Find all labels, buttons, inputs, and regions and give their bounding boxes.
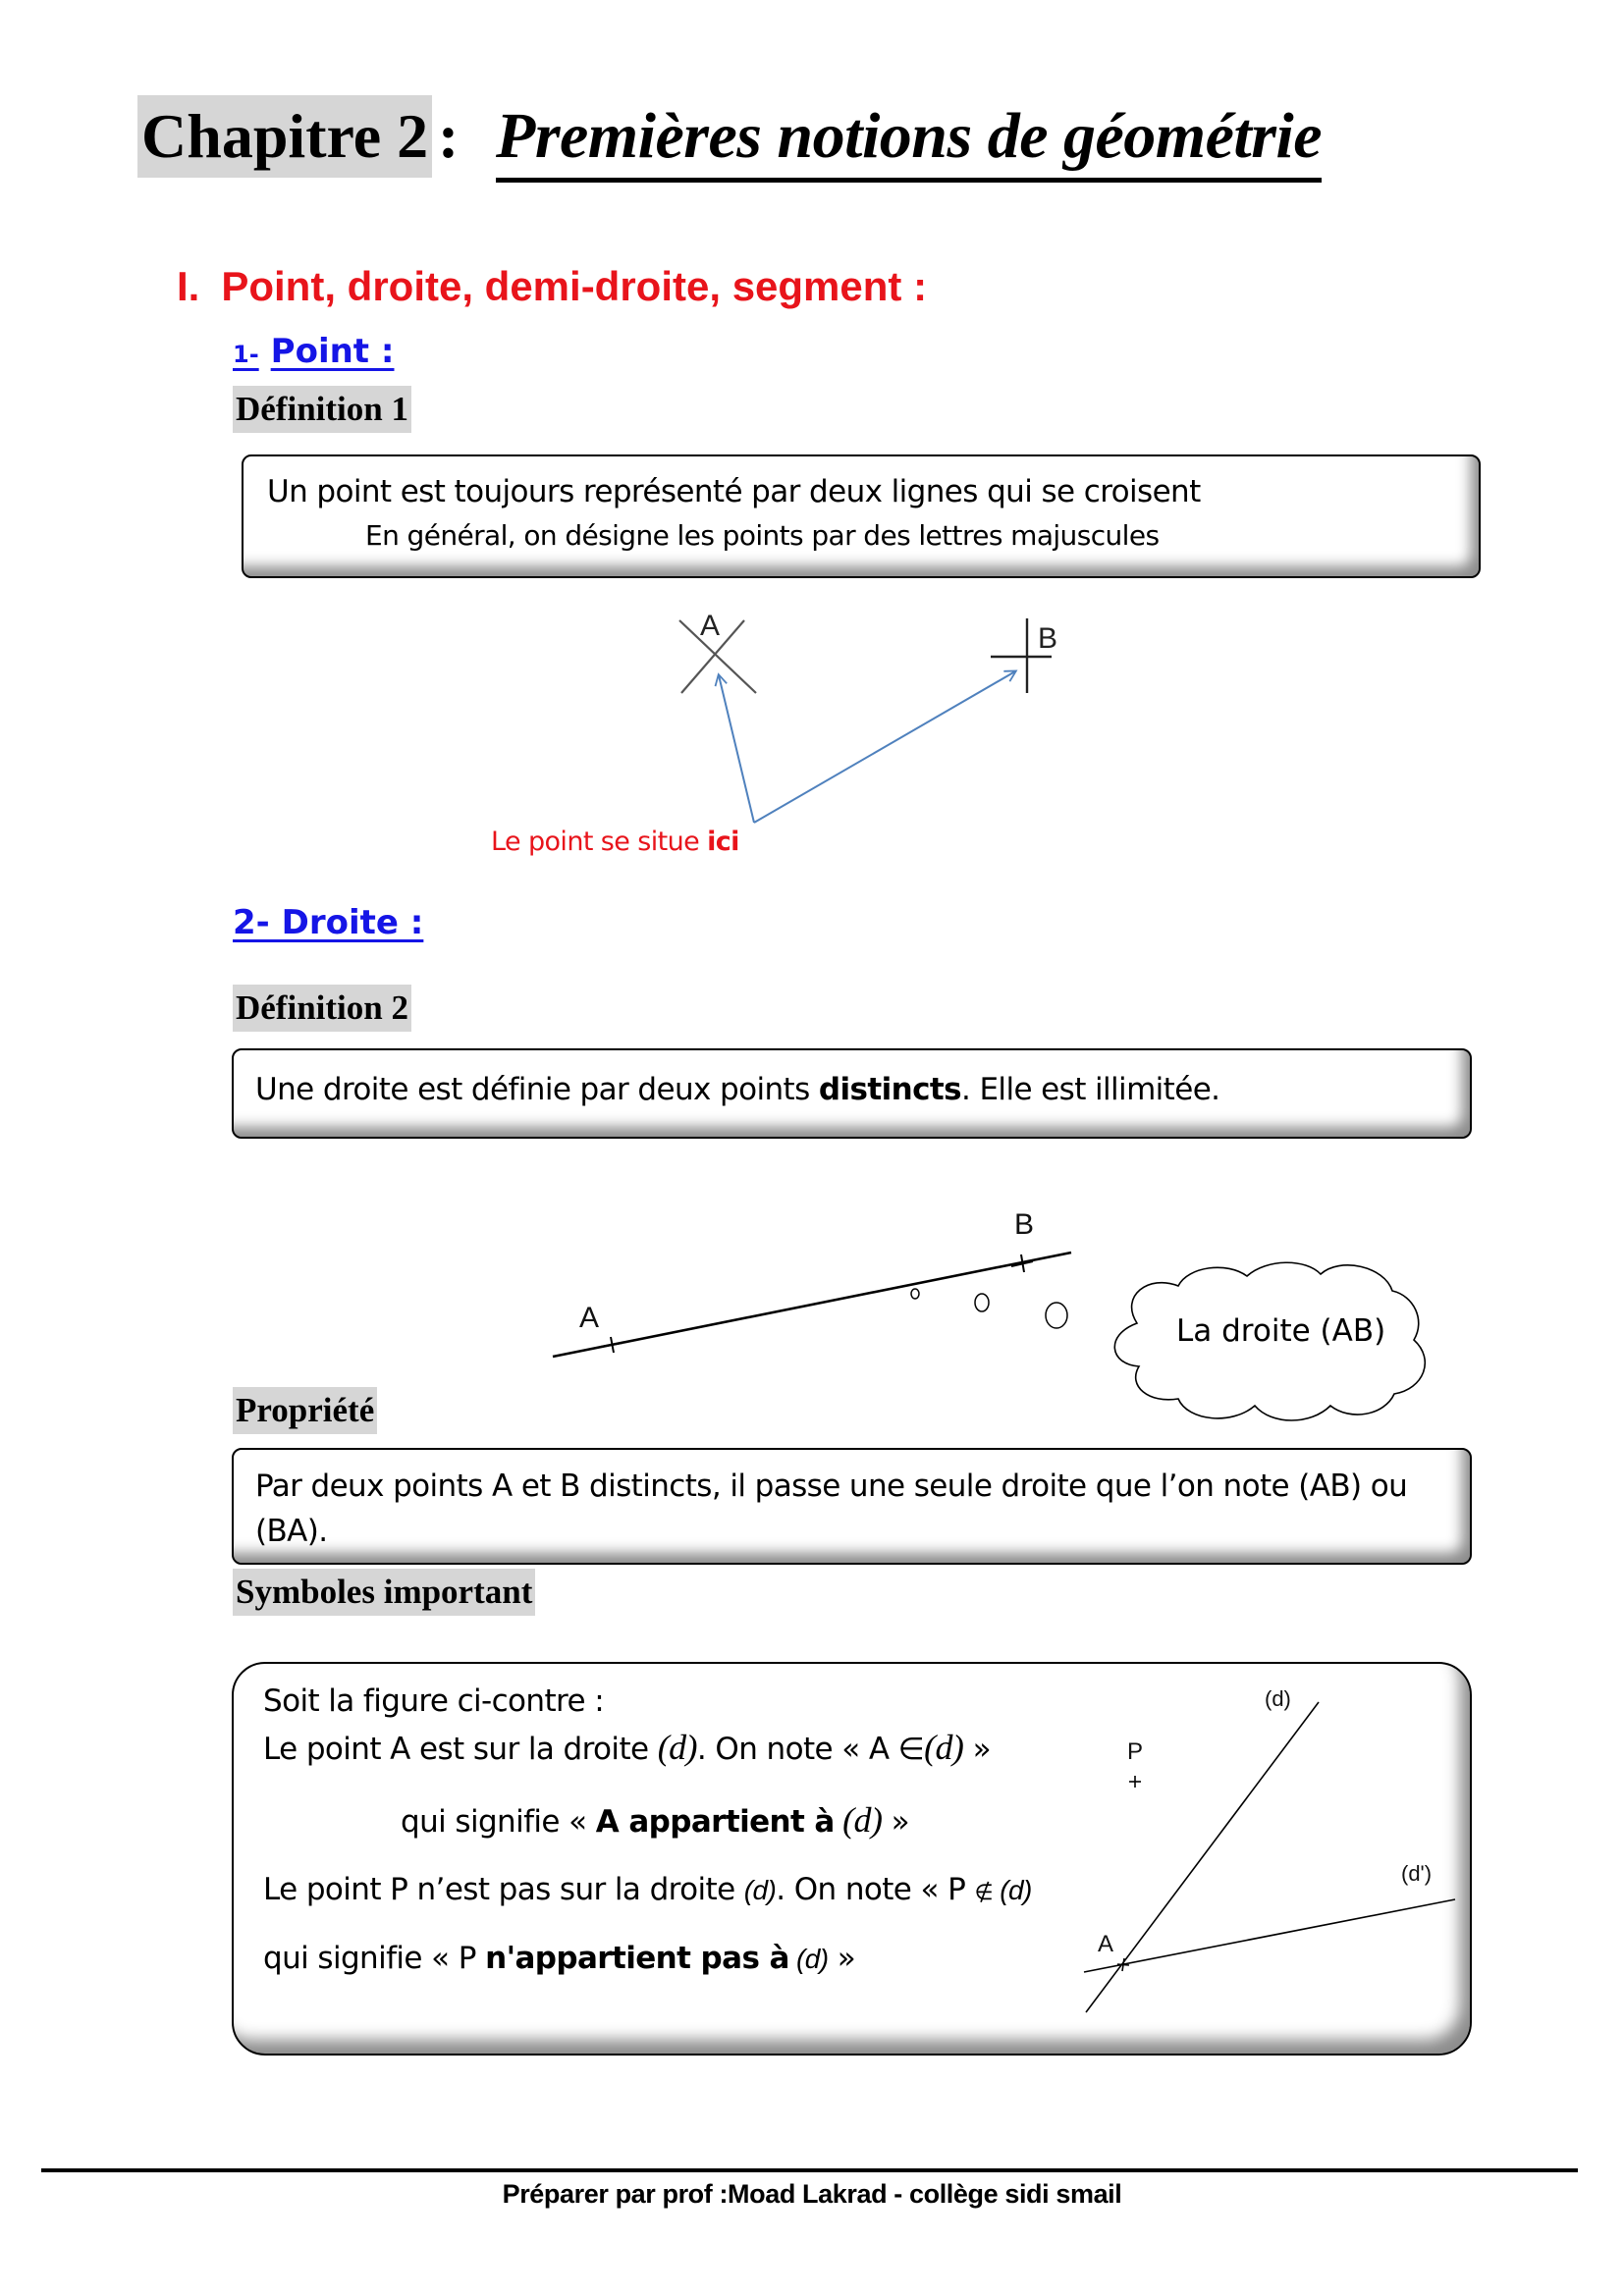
point-b-label: B [1038, 622, 1058, 655]
definition-2-emphasis: distincts [818, 1072, 961, 1107]
symbols-line-4-mid: . On note « P [776, 1872, 975, 1907]
cloud-label: La droite (AB) [1176, 1313, 1386, 1349]
definition-1-line-1: Un point est toujours représenté par deux lignes qui se croisent [267, 474, 1201, 509]
section-number: I. [177, 263, 200, 309]
footer-divider [41, 2168, 1578, 2172]
definition-2-prefix: Une droite est définie par deux points [255, 1072, 819, 1107]
symbols-line-4-prefix: Le point P n’est pas sur la droite [263, 1872, 744, 1907]
symbols-line-2-mid: . On note « A ∈ [696, 1732, 925, 1767]
definition-1-line-2: En général, on désigne les points par des lettres majuscules [365, 519, 1160, 552]
definition-2-suffix: . Elle est illimitée. [960, 1072, 1220, 1107]
math-d: (d) [993, 1875, 1032, 1905]
chapter-separator: : [438, 101, 460, 171]
point-b-label: B [1014, 1208, 1035, 1241]
line-d-prime-label: (d') [1401, 1861, 1433, 1886]
symbols-line-5-suffix: » [828, 1941, 856, 1976]
symbols-line-5-bold: n'appartient pas à [485, 1941, 789, 1976]
symbols-line-3-bold: A appartient à [595, 1804, 835, 1840]
point-a-label: A [1098, 1931, 1114, 1957]
subheading-title: Point : [270, 332, 395, 371]
point-p-plus-icon [1129, 1776, 1141, 1788]
point-a-label: A [579, 1302, 600, 1334]
not-element-of-icon: ∉ [974, 1881, 994, 1905]
symbols-line-3-prefix: qui signifie « [401, 1804, 596, 1840]
math-d: (d) [924, 1728, 964, 1767]
chapter-title: Premières notions de géométrie [496, 95, 1322, 183]
property-text: Par deux points A et B distincts, il passe une seule droite que l’on note (AB) ou (BA). [255, 1468, 1408, 1549]
math-d: (d) [743, 1875, 777, 1905]
section-title: Point, droite, demi-droite, segment : [221, 263, 928, 309]
point-caption-text: Le point se situe [491, 827, 708, 857]
point-caption-emphasis: ici [707, 827, 739, 857]
math-d: (d) [788, 1944, 829, 1974]
point-a-label: A [700, 610, 721, 642]
symbols-line-3-suffix: » [882, 1804, 909, 1840]
property-label: Propriété [233, 1387, 377, 1434]
definition-2-label: Définition 2 [233, 985, 411, 1032]
subheading-title: 2- Droite : [233, 903, 424, 942]
line-d-label: (d) [1265, 1686, 1291, 1711]
chapter-label: Chapitre 2 [137, 95, 432, 178]
math-d: (d) [834, 1800, 883, 1840]
symbols-line-5-prefix: qui signifie « P [263, 1941, 486, 1976]
point-p-label: P [1127, 1738, 1144, 1765]
footer-credit: Préparer par prof :Moad Lakrad - collège sidi smail [502, 2179, 1122, 2209]
line-d-prime-icon [1084, 1899, 1455, 1972]
symbols-label: Symboles important [233, 1569, 535, 1616]
subheading-number: 1- [233, 341, 259, 368]
symbols-line-2-suffix: » [963, 1732, 991, 1767]
math-d: (d) [657, 1728, 697, 1767]
symbols-line-2-prefix: Le point A est sur la droite [263, 1732, 658, 1767]
line-d-icon [1086, 1702, 1319, 2012]
symbols-line-1: Soit la figure ci-contre : [263, 1683, 605, 1719]
definition-1-label: Définition 1 [233, 386, 411, 433]
